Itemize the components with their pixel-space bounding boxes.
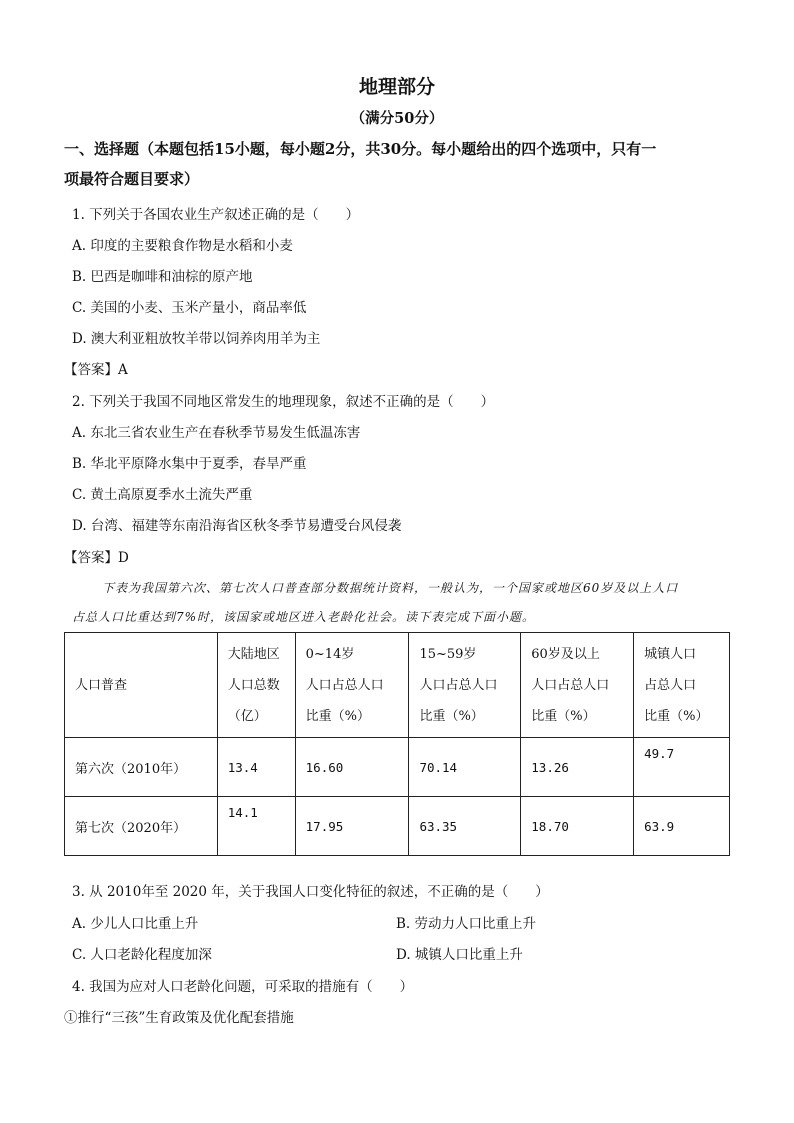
question-3-stem: 3. 从 2010年至 2020 年，关于我国人口变化特征的叙述，不正确的是（ ） <box>72 884 549 900</box>
header-age-15-59 <box>409 633 521 738</box>
header-cell-line: 人口占总人口 <box>531 677 610 693</box>
header-cell-line: 比重（%） <box>531 708 596 724</box>
question-4-stem: 4. 我国为应对人口老龄化问题，可采取的措施有（ ） <box>72 979 414 995</box>
question-2-answer: 【答案】D <box>64 550 129 566</box>
question-1-option-b: B. 巴西是咖啡和油棕的原产地 <box>72 269 253 285</box>
header-cell-line: 人口总数 <box>227 677 280 693</box>
section-heading-line1: 一、选择题（本题包括15小题，每小题2分，共30分。每小题给出的四个选项中，只有一 <box>64 140 657 158</box>
question-2-option-b: B. 华北平原降水集中于夏季，春旱严重 <box>72 456 307 472</box>
question-3-option-a: A. 少儿人口比重上升 <box>72 916 199 932</box>
question-4-item-1: ①推行“三孩”生育政策及优化配套措施 <box>64 1010 294 1026</box>
header-census-label: 人口普查 <box>75 677 128 693</box>
header-cell-line: 比重（%） <box>419 708 484 724</box>
table-cell: 63.35 <box>409 797 521 856</box>
table-intro-line2: 占总人口比重达到7%时，该国家或地区进入老龄化社会。读下表完成下面小题。 <box>72 610 536 624</box>
table-cell: 63.9 <box>634 797 730 856</box>
table-cell: 70.14 <box>409 738 521 797</box>
question-2-option-c: C. 黄土高原夏季水土流失严重 <box>72 487 253 503</box>
question-2-stem: 2. 下列关于我国不同地区常发生的地理现象，叙述不正确的是（ ） <box>72 394 495 410</box>
header-cell-line: 占总人口 <box>644 677 697 693</box>
table-cell: 14.1 <box>217 797 295 856</box>
question-1-answer: 【答案】A <box>64 362 128 378</box>
table-cell: 第七次（2020年） <box>65 797 218 856</box>
header-cell-line: 15~59岁 <box>419 646 477 662</box>
header-cell-line: 人口占总人口 <box>419 677 498 693</box>
table-cell: 13.4 <box>217 738 295 797</box>
table-header-row <box>65 633 730 738</box>
table-row <box>65 797 730 856</box>
question-3-option-c: C. 人口老龄化程度加深 <box>72 947 212 963</box>
header-cell-line: 大陆地区 <box>227 646 280 662</box>
header-age-0-14 <box>295 633 409 738</box>
header-cell-line: 比重（%） <box>305 708 370 724</box>
header-age-60-plus <box>521 633 634 738</box>
page-title: 地理部分 <box>358 76 435 98</box>
header-cell-line: （亿） <box>227 708 267 724</box>
question-1-option-c: C. 美国的小麦、玉米产量小，商品率低 <box>72 300 307 316</box>
header-cell-line: 人口占总人口 <box>305 677 384 693</box>
census-table <box>64 632 730 856</box>
question-2-option-d: D. 台湾、福建等东南沿海省区秋冬季节易遭受台风侵袭 <box>72 518 402 534</box>
score-subtitle: （满分50分） <box>350 110 444 127</box>
header-cell-line: 比重（%） <box>644 708 709 724</box>
section-heading-line2: 项最符合题目要求） <box>64 170 200 188</box>
header-total-population <box>217 633 295 738</box>
table-cell: 13.26 <box>521 738 634 797</box>
header-census <box>65 633 218 738</box>
question-1-option-a: A. 印度的主要粮食作物是水稻和小麦 <box>72 238 293 254</box>
header-cell-line: 60岁及以上 <box>531 646 600 662</box>
table-cell: 17.95 <box>295 797 409 856</box>
question-2-option-a: A. 东北三省农业生产在春秋季节易发生低温冻害 <box>72 425 361 441</box>
question-3-option-d: D. 城镇人口比重上升 <box>396 947 523 963</box>
table-intro-line1: 下表为我国第六次、第七次人口普查部分数据统计资料，一般认为，一个国家或地区60岁及以上人口 <box>102 581 679 595</box>
question-1-option-d: D. 澳大利亚粗放牧羊带以饲养肉用羊为主 <box>72 331 321 347</box>
table-cell: 18.70 <box>521 797 634 856</box>
question-1-stem: 1. 下列关于各国农业生产叙述正确的是（ ） <box>72 207 360 223</box>
question-3-option-b: B. 劳动力人口比重上升 <box>396 916 537 932</box>
table-cell: 第六次（2010年） <box>65 738 218 797</box>
header-cell-line: 城镇人口 <box>644 646 697 662</box>
table-cell: 16.60 <box>295 738 409 797</box>
header-urban <box>634 633 730 738</box>
table-cell: 49.7 <box>634 738 730 797</box>
table-row <box>65 738 730 797</box>
header-cell-line: 0~14岁 <box>305 646 355 662</box>
